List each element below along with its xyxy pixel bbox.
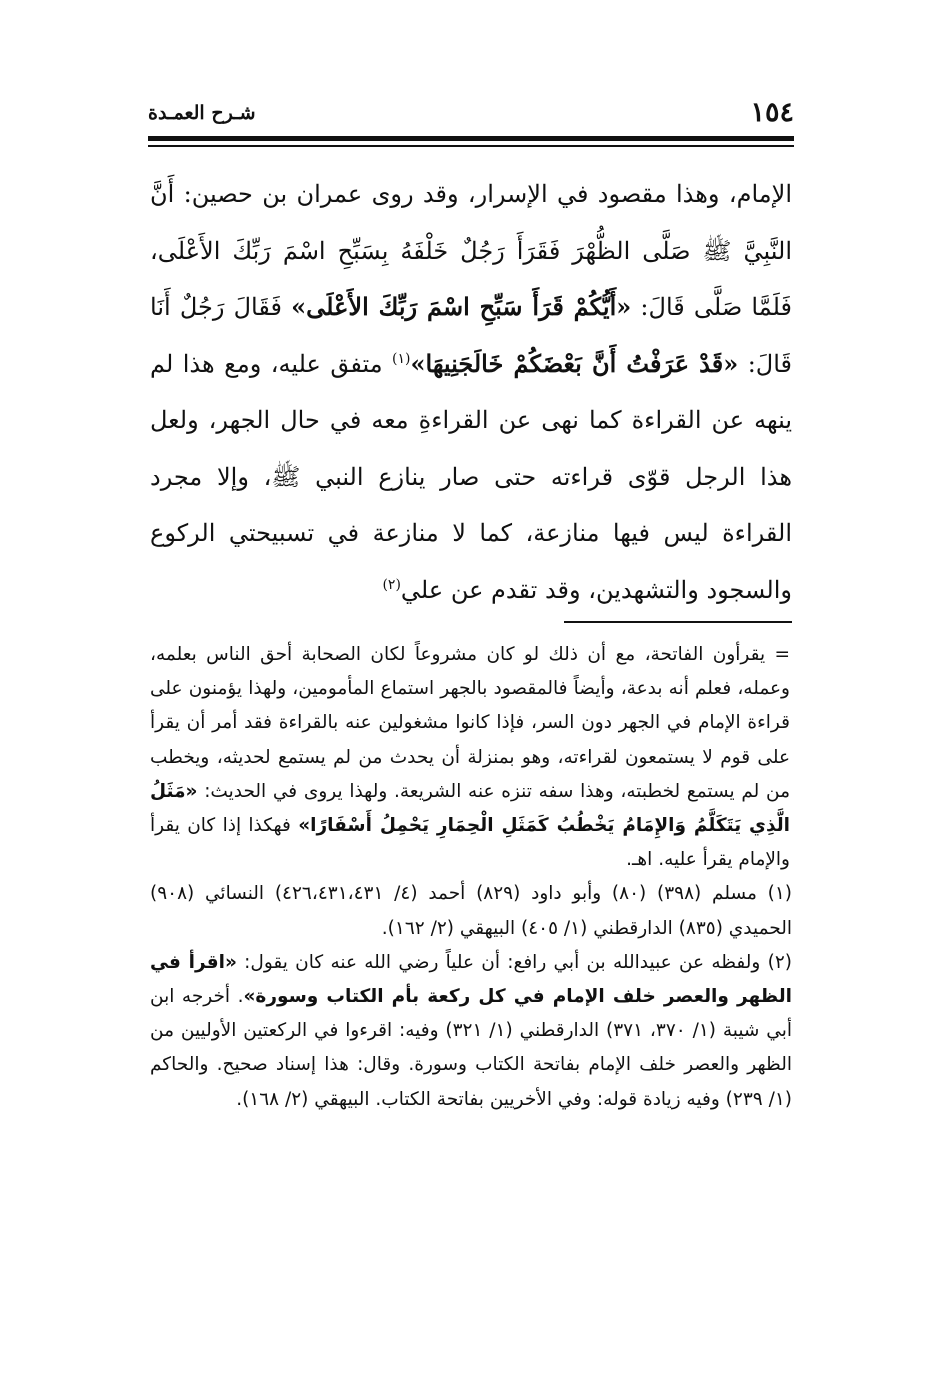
footnote-2-quote: «اقرأ في الظهر والعصر خلف الإمام في كل ركعة بأم الكتاب وسورة» bbox=[150, 951, 792, 1008]
footnote-continuation-quote: «مَثَلُ الَّذِي يَتَكَلَّمُ وَالإِمَامُ يَخْطُبُ كَمَثَلِ الْحِمَارِ يَحْمِلُ أَسْفَارًا» bbox=[150, 780, 790, 837]
header-rule-thin bbox=[148, 145, 794, 147]
main-paragraph bbox=[150, 166, 792, 618]
page-number: ١٥٤ bbox=[750, 97, 794, 128]
page-header bbox=[148, 96, 794, 130]
main-text bbox=[150, 166, 792, 618]
footnote-continuation-text-2: فهكذا إذا كان يقرأ والإمام يقرأ عليه. اهـ. bbox=[150, 815, 790, 871]
main-text-part-2: فَقَالَ رَجُلٌ أَنَا قَالَ: bbox=[150, 293, 793, 378]
footnote-continuation-text-1: = يقرأون الفاتحة، مع أن ذلك لو كان مشروعاً لكان الصحابة أحق الناس بعلمه، وعمله، فعلم أنه بدعة، وأيضاً فالمقصود بالجهر استماع المأمومين، ولهذا يؤمنون على قراءة الإمام في الجهر دون السر، فإذا كانوا مشغولين عنه بالقراءة فقد أمر أن يقرأ على قوم لا يستمعون لقراءته، وهو بمنزلة أن يحدث من لم يستمع لحديثه، ويخطب من لم يستمع لخطبته، وهذا سفه تنزه عنه الشريعة. ولهذا يروى في الحديث: bbox=[150, 644, 790, 802]
footnote-2-text-a: (٢) ولفظه عن عبيدالله بن أبي رافع: أن علياً رضي الله عنه كان يقول: bbox=[236, 951, 792, 973]
hadith-quote-2: «قَدْ عَرَفْتُ أَنَّ بَعْضَكُمْ خَالَجَنِيهَا» bbox=[410, 348, 739, 378]
header-rule-thick bbox=[148, 136, 794, 141]
hadith-quote-1: «أَيُّكُمْ قَرَأَ سَبِّحِ اسْمَ رَبِّكَ الأَعْلَى» bbox=[291, 292, 632, 321]
footnote-continuation bbox=[150, 638, 792, 877]
main-text-part-3: متفق عليه، ومع هذا لم ينهه عن القراءة كما نهى عن القراءةِ معه في حال الجهر، ولعل هذا الرجل قوّى قراءته حتى صار ينازع النبي ﷺ، وإلا مجرد القراءة ليس فيها منازعة، كما لا منازعة في تسبيحتي الركوع والسجود والتشهدين، وقد تقدم عن علي bbox=[150, 349, 792, 604]
footnote-1: (١) مسلم (٣٩٨) (٨٠) وأبو داود (٨٢٩) أحمد (٤/ ٤٢٦،٤٣١،٤٣١) النسائي (٩٠٨) الحميدي (٨٣٥) الدارقطني (١/ ٤٠٥) البيهقي (٢/ ١٦٢). bbox=[150, 883, 792, 939]
footnote-2-text-b: . أخرجه ابن أبي شيبة (١/ ٣٧٠، ٣٧١) الدارقطني (١/ ٣٢١) وفيه: اقرءوا في الركعتين الأوليين من الظهر والعصر خلف الإمام بفاتحة الكتاب وسورة. وقال: هذا إسناد صحيح. والحاكم (١/ ٢٣٩) وفيه زيادة قوله: وفي الأخريين بفاتحة الكتاب. البيهقي (٢/ ١٦٨). bbox=[150, 986, 792, 1110]
main-text-part-1: الإمام، وهذا مقصود في الإسرار، وقد روى عمران بن حصين: أَنَّ النَّبِيَّ ﷺ صَلَّى الظُّهْرَ فَقَرَأَ رَجُلٌ خَلْفَهُ بِسَبِّحِ اسْمَ رَبِّكَ الأَعْلَى، فَلَمَّا صَلَّى قَالَ: bbox=[150, 180, 793, 321]
footnote-ref-1: (١) bbox=[392, 350, 411, 367]
footnote-separator bbox=[564, 621, 792, 623]
running-title: شـرح العمـدة bbox=[148, 102, 256, 124]
footnote-2 bbox=[150, 946, 792, 1117]
footnote-ref-2: (٢) bbox=[382, 576, 401, 593]
footnotes bbox=[150, 638, 792, 1117]
